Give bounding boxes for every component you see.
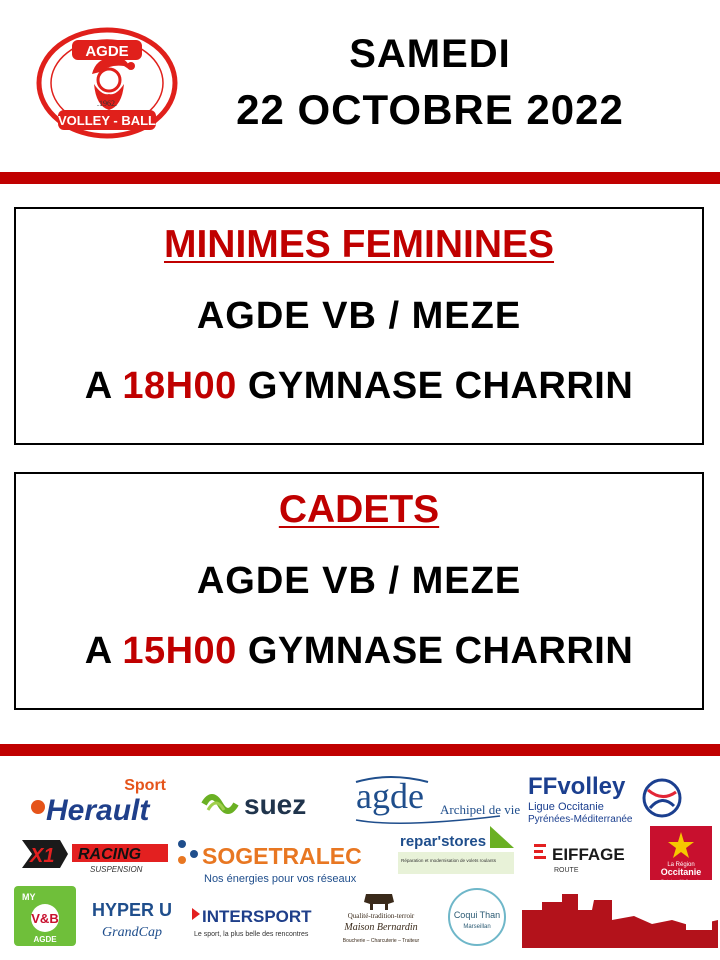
sponsor-maison-bernardin-logo: [330, 884, 432, 948]
club-logo-bottom-text: VOLLEY - BALL: [58, 113, 156, 128]
sponsor-coqui-than-logo: [446, 886, 508, 948]
sponsor-x1-sub: RACING: [78, 846, 142, 863]
sponsor-suez-logo: [198, 784, 326, 824]
sponsor-coqui-sub: Marseillan: [463, 924, 491, 930]
sponsor-x1-suspension: SUSPENSION: [90, 865, 143, 874]
top-divider-stripe: [0, 172, 720, 184]
schedule-prefix: A: [84, 365, 112, 407]
sponsor-reparstores-name: repar'stores: [400, 833, 487, 850]
sponsor-hyperu-name: HYPER U: [91, 900, 173, 920]
match-venue: GYMNASE CHARRIN: [247, 630, 634, 672]
sponsor-ffvolley-name: FFvolley: [528, 773, 626, 800]
sponsor-reparstores-logo: [396, 824, 516, 876]
match-teams: AGDE VB / MEZE: [196, 560, 522, 602]
club-logo-top-text: AGDE: [85, 43, 129, 60]
sponsor-intersport-tagline: Le sport, la plus belle des rencontres: [194, 931, 309, 938]
sponsor-ffvolley-line2: Pyrénées-Méditerranée: [528, 814, 633, 825]
sponsor-eiffage-sub: ROUTE: [554, 867, 579, 874]
match-venue: GYMNASE CHARRIN: [247, 365, 634, 407]
event-date: 22 OCTOBRE 2022: [236, 86, 624, 133]
sponsor-sogetralec-logo: [176, 836, 366, 888]
match-schedule: [16, 630, 702, 680]
sponsor-intersport-logo: [188, 900, 324, 942]
sponsor-sogetralec-tagline: Nos énergies pour vos réseaux: [204, 873, 357, 885]
match-card-minimes: [14, 207, 704, 445]
sponsor-occitanie-line1: La Région: [667, 862, 695, 868]
match-teams: AGDE VB / MEZE: [196, 295, 522, 337]
sponsor-suez-name: suez: [244, 789, 307, 820]
match-category: MINIMES FEMININES: [163, 223, 555, 266]
sponsor-eiffage-name: EIFFAGE: [552, 845, 625, 864]
sponsor-x1-racing-logo: [20, 834, 170, 874]
match-category: CADETS: [278, 488, 440, 531]
sponsor-herault-sport: Sport: [124, 777, 166, 794]
sponsor-ffvolley-line1: Ligue Occitanie: [528, 801, 604, 813]
match-time: 15H00: [122, 630, 237, 672]
sponsor-myvb-top: MY: [22, 892, 36, 902]
match-card-cadets: [14, 472, 704, 710]
sponsor-myvb-bottom: AGDE: [33, 935, 57, 944]
sponsor-agde-tagline: Archipel de vie: [440, 802, 521, 817]
sponsor-sport-herault-logo: [24, 774, 172, 826]
match-time: 18H00: [122, 365, 237, 407]
sponsor-reparstores-tagline: Réparation et modernisation de volets roulants: [401, 858, 496, 863]
sponsor-bernardin-bottom: Boucherie – Charcuterie – Traiteur: [342, 938, 420, 944]
sponsor-bernardin-top: Qualité-tradition-terroir: [347, 912, 415, 920]
sponsor-hyper-u-logo: [82, 896, 182, 946]
sponsor-region-occitanie-logo: [650, 826, 712, 884]
club-logo-year: .1962.: [97, 99, 117, 108]
club-logo-graphic: [36, 26, 178, 140]
sponsor-eiffage-logo: [530, 836, 642, 876]
sponsor-agde-name: agde: [356, 776, 424, 816]
sponsor-myvb-name: V&B: [31, 911, 59, 926]
bottom-divider-stripe: [0, 744, 720, 756]
club-logo: [36, 26, 178, 140]
schedule-prefix: A: [84, 630, 112, 672]
sponsor-occitanie-line2: Occitanie: [660, 867, 702, 877]
sponsor-my-vb-logo: [14, 886, 76, 946]
sponsor-herault-name: Herault: [46, 794, 150, 827]
sponsor-hyperu-sub: GrandCap: [102, 925, 162, 940]
sponsor-silhouette-image: [522, 880, 718, 948]
match-schedule: [16, 365, 702, 415]
sponsor-agde-logo: [350, 772, 521, 828]
sponsor-ffvolley-logo: [526, 770, 686, 828]
sponsor-sogetralec-name: SOGETRALEC: [202, 843, 362, 869]
sponsor-bernardin-name: Maison Bernardin: [344, 922, 418, 933]
event-day: SAMEDI: [349, 32, 511, 76]
sponsor-coqui-name: Coqui Than: [453, 910, 501, 920]
sponsor-intersport-name: INTERSPORT: [202, 907, 312, 926]
sponsor-x1-name: X1: [30, 845, 55, 867]
